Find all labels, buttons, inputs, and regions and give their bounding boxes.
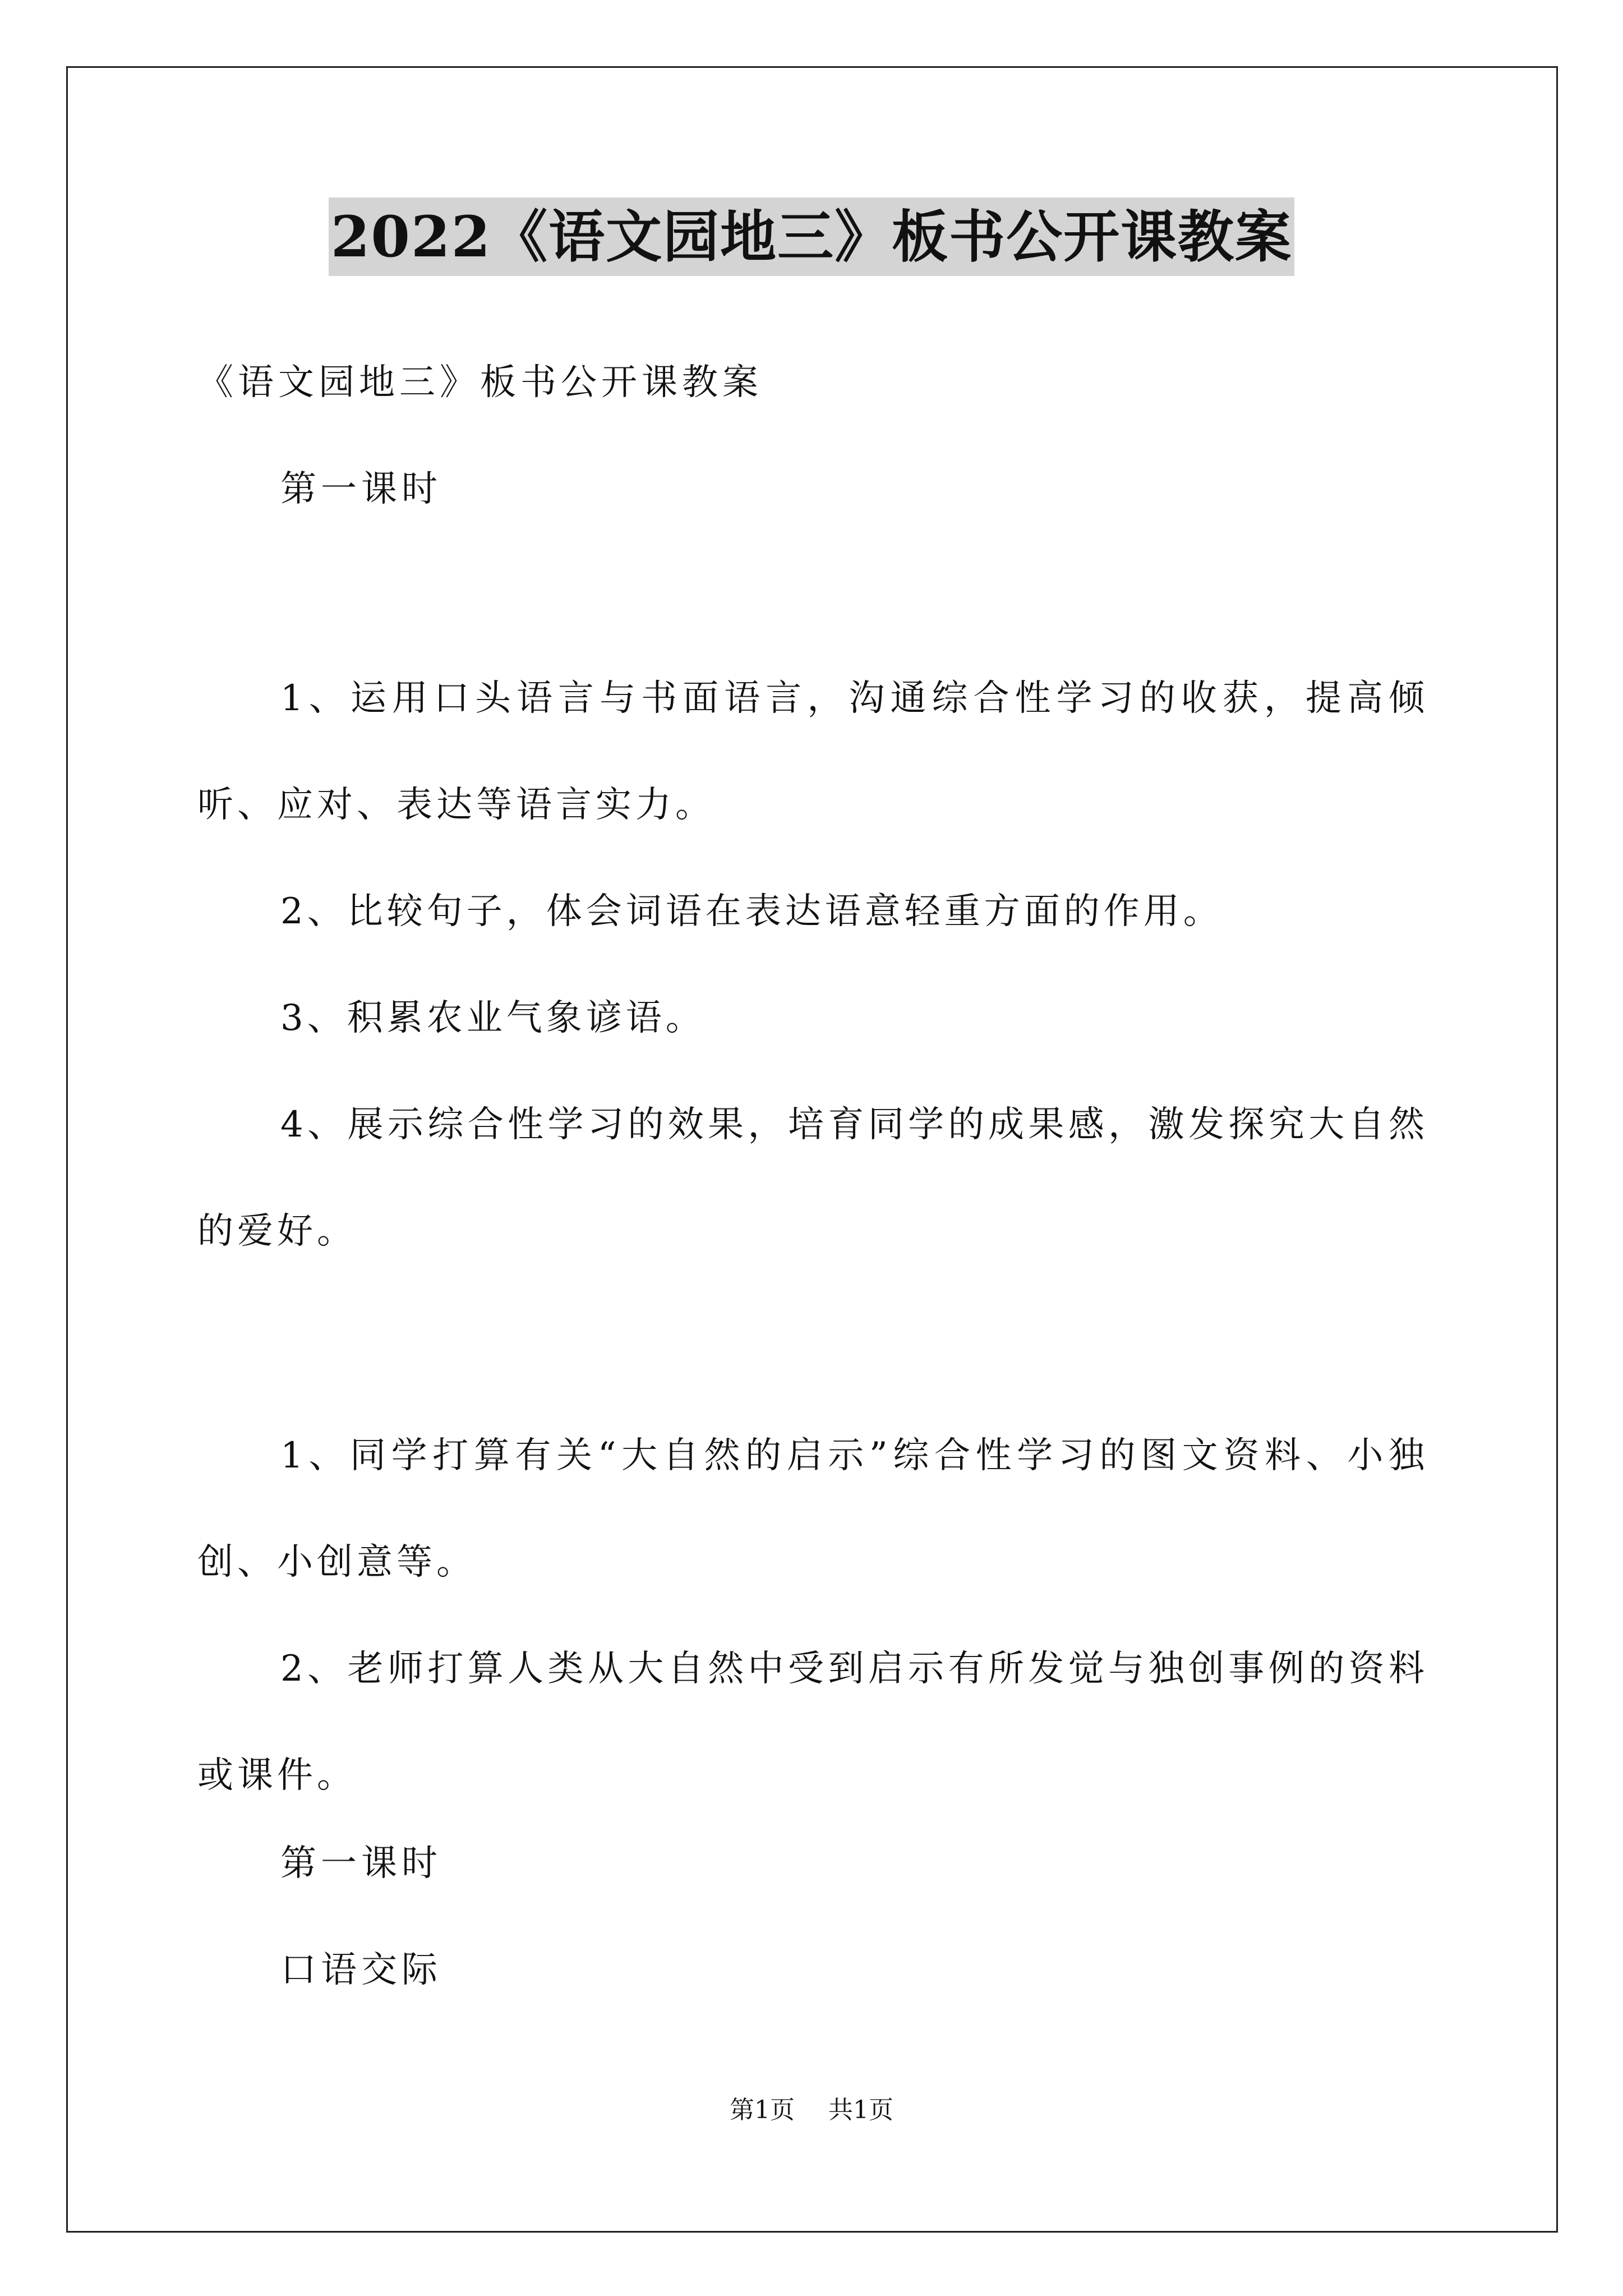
page-footer [0,2090,1623,2125]
document-title: 2022《语文园地三》板书公开课教案 [329,197,1294,276]
section-heading-oral-communication: 口语交际 [280,1949,442,1991]
page-total: 共1页 [828,2096,893,2124]
preparation-paragraph-1: 1、同学打算有关“大自然的启示”综合性学习的图文资料、小独创、小创意等。 [197,1435,1428,1583]
document-subtitle: 《语文园地三》板书公开课教案 [197,362,763,403]
preparation-paragraph-2: 2、老师打算人类从大自然中受到启示有所发觉与独创事例的资料或课件。 [197,1648,1428,1796]
objective-paragraph-4: 4、展示综合性学习的效果，培育同学的成果感，激发探究大自然的爱好。 [197,1104,1428,1252]
objective-paragraph-1: 1、运用口头语言与书面语言，沟通综合性学习的收获，提高倾听、应对、表达等语言实力。 [197,678,1428,826]
section-heading-second: 第一课时 [280,1843,442,1884]
objective-paragraph-2: 2、比较句子，体会词语在表达语意轻重方面的作用。 [280,891,1223,932]
section-heading-first-lesson: 第一课时 [280,468,442,510]
objective-paragraph-3: 3、积累农业气象谚语。 [280,997,706,1039]
page-number: 第1页 [730,2096,795,2124]
title-container [0,197,1623,276]
